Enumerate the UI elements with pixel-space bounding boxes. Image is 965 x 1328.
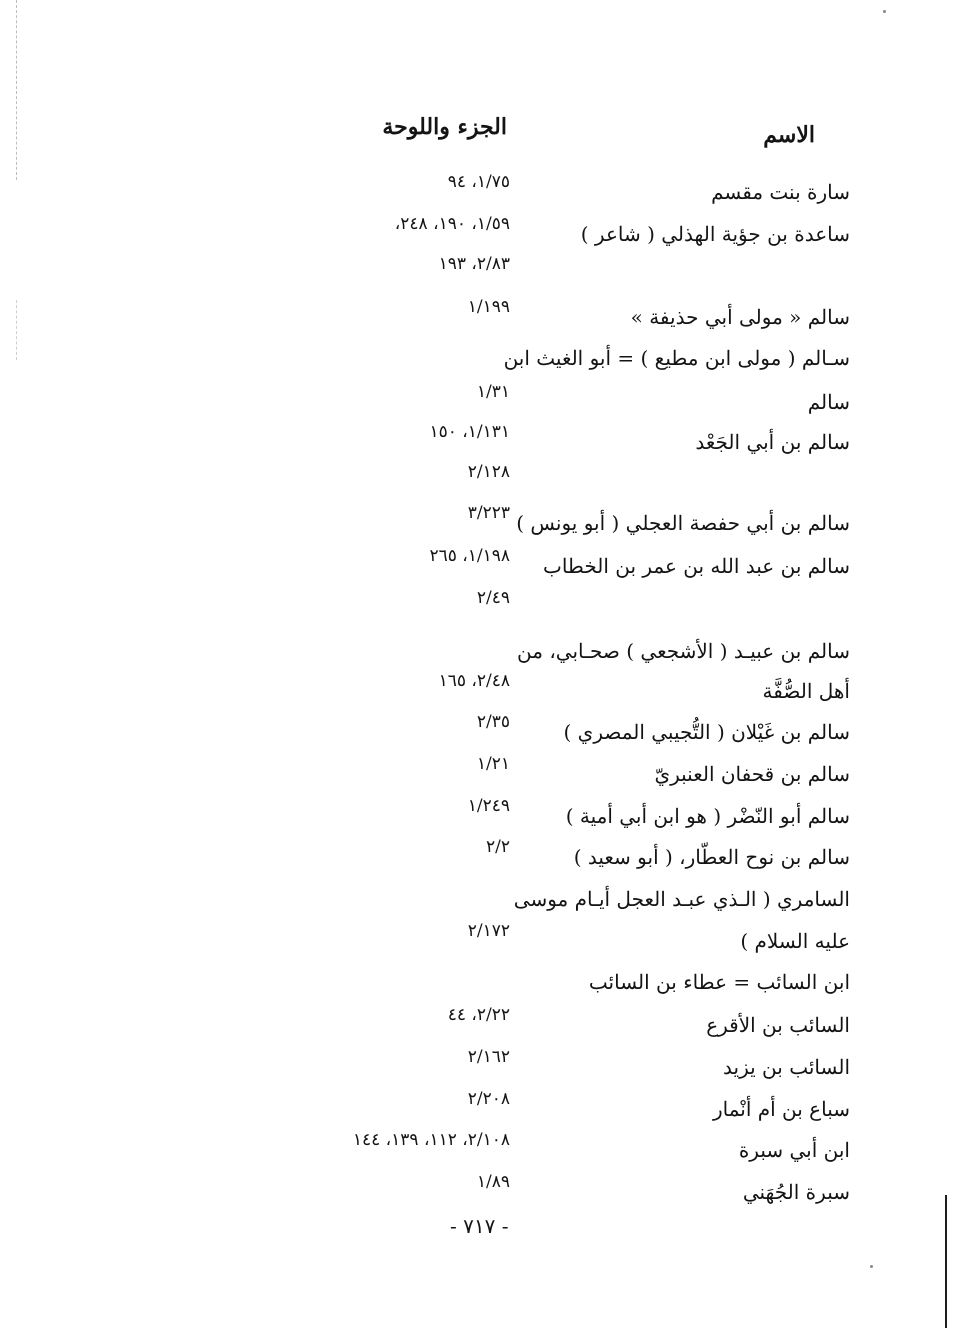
- entry-name: سالم بن نوح العطّار، ( أبو سعيد ): [573, 845, 850, 869]
- index-entry: [0, 712, 965, 750]
- entry-name: سبرة الجُهَني: [742, 1180, 850, 1204]
- index-entry: [0, 1089, 965, 1127]
- scan-edge-right: [945, 1195, 947, 1328]
- entry-volume-plate: ٢/٢: [486, 837, 510, 857]
- index-entry: [0, 837, 965, 875]
- entry-volume-plate: ١/١٩٩: [467, 297, 510, 317]
- entry-name: سالم بن عبيـد ( الأشجعي ) صحـابي، من: [517, 639, 850, 663]
- entry-name: أهل الصُّفَّة: [762, 679, 850, 703]
- entry-volume-plate: ١/٢٤٩: [467, 796, 510, 816]
- index-entry: [0, 671, 965, 709]
- index-entry: [0, 503, 965, 541]
- index-entry: [0, 887, 965, 917]
- entry-name: سالم: [807, 390, 850, 414]
- index-entry: [0, 754, 965, 792]
- entry-name: السائب بن الأقرع: [706, 1013, 850, 1037]
- index-entry: [0, 1172, 965, 1210]
- entry-volume-plate: ٢/٢٢، ٤٤: [447, 1005, 510, 1025]
- page-number: - ٧١٧ -: [450, 1214, 509, 1238]
- entry-name: سالم بن عبد الله بن عمر بن الخطاب: [542, 554, 850, 578]
- index-entry: [0, 1130, 965, 1168]
- index-entry: [0, 796, 965, 834]
- index-entry: [0, 921, 965, 959]
- entry-volume-plate: ١/٨٩: [476, 1172, 510, 1192]
- scan-speck: [883, 10, 886, 13]
- index-entry: [0, 346, 965, 376]
- entry-name: سالم بن أبي حفصة العجلي ( أبو يونس ): [516, 511, 850, 535]
- index-entry: [0, 214, 965, 252]
- index-entry: [0, 1005, 965, 1043]
- index-entry: [0, 462, 965, 500]
- entry-volume-plate: ٢/٢٠٨: [467, 1089, 510, 1109]
- entry-volume-plate: ١/١٣١، ١٥٠: [429, 422, 510, 442]
- index-entry: [0, 588, 965, 626]
- index-entry: [0, 639, 965, 669]
- entry-name: سالم بن أبي الجَعْد: [695, 430, 850, 454]
- index-entry: [0, 546, 965, 584]
- entry-name: ابن السائب = عطاء بن السائب: [588, 970, 850, 994]
- index-entry: [0, 382, 965, 420]
- entry-volume-plate: ٢/٤٩: [476, 588, 510, 608]
- entry-volume-plate: ٢/١٠٨، ١١٢، ١٣٩، ١٤٤: [352, 1130, 510, 1150]
- index-entry: [0, 172, 965, 210]
- entry-volume-plate: ٢/١٢٨: [467, 462, 510, 482]
- entry-name: السامري ( الـذي عبـد العجل أيـام موسى: [513, 887, 850, 911]
- entry-name: عليه السلام ): [740, 929, 850, 953]
- entry-name: سارة بنت مقسم: [711, 180, 850, 204]
- entry-name: سباع بن أم أنْمار: [712, 1097, 850, 1121]
- entry-name: سالم بن قحفان العنبريّ: [654, 762, 850, 786]
- column-header-volume-plate: الجزء واللوحة: [382, 114, 507, 140]
- entry-name: ابن أبي سبرة: [738, 1138, 850, 1162]
- index-entry: [0, 254, 965, 292]
- entry-volume-plate: ٢/٣٥: [476, 712, 510, 732]
- scan-speck: [870, 1265, 873, 1268]
- entry-volume-plate: ٢/١٧٢: [467, 921, 510, 941]
- index-entry: [0, 970, 965, 1000]
- entry-volume-plate: ٢/١٦٢: [467, 1047, 510, 1067]
- entry-volume-plate: ٣/٢٢٣: [467, 503, 510, 523]
- entry-name: السائب بن يزيد: [723, 1055, 850, 1079]
- entry-name: ساعدة بن جؤية الهذلي ( شاعر ): [580, 222, 850, 246]
- entry-volume-plate: ١/٣١: [476, 382, 510, 402]
- entry-name: سالم « مولى أبي حذيفة »: [630, 305, 850, 329]
- entry-volume-plate: ٢/٤٨، ١٦٥: [438, 671, 510, 691]
- entry-volume-plate: ١/٧٥، ٩٤: [447, 172, 510, 192]
- entry-volume-plate: ١/١٩٨، ٢٦٥: [429, 546, 510, 566]
- entry-volume-plate: ٢/٨٣، ١٩٣: [438, 254, 510, 274]
- index-entry: [0, 297, 965, 335]
- entry-name: سـالم ( مولى ابن مطيع ) = أبو الغيث ابن: [503, 346, 850, 370]
- column-header-name: الاسم: [763, 122, 815, 148]
- index-entry: [0, 1047, 965, 1085]
- entry-name: سالم بن غَيْلان ( التُّجيبي المصري ): [563, 720, 850, 744]
- scan-edge-left: [16, 0, 17, 180]
- index-entry: [0, 422, 965, 460]
- entry-volume-plate: ١/٢١: [476, 754, 510, 774]
- entry-volume-plate: ١/٥٩، ١٩٠، ٢٤٨،: [394, 214, 510, 234]
- entry-name: سالم أبو النّضْر ( هو ابن أبي أمية ): [565, 804, 850, 828]
